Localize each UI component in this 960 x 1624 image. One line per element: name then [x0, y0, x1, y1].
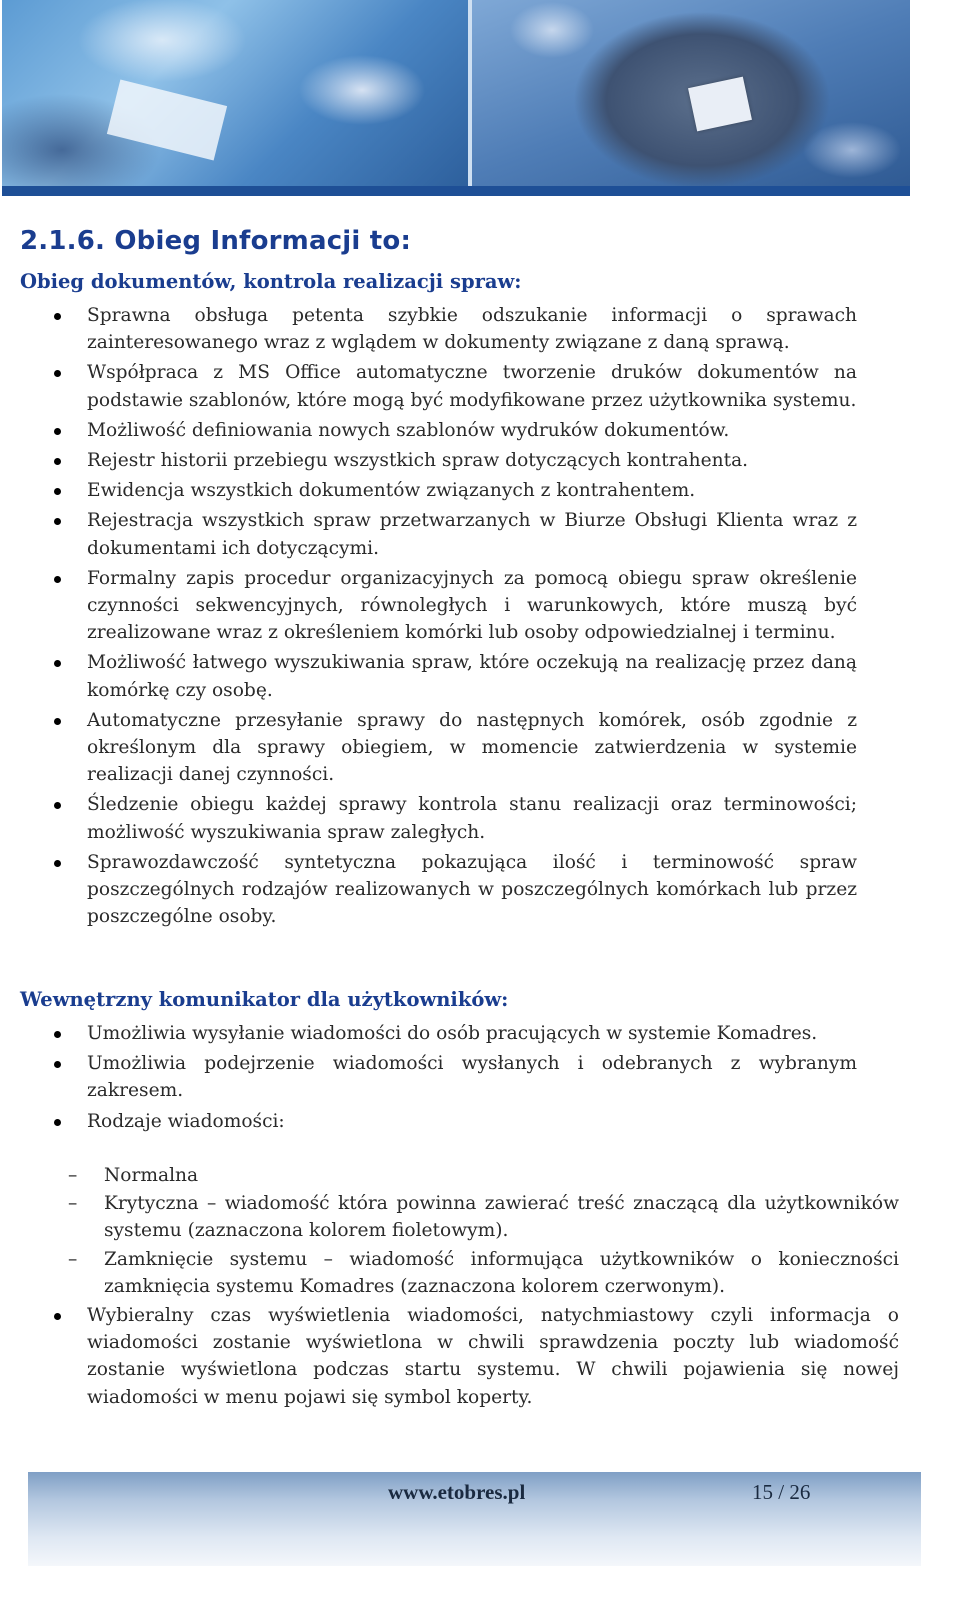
- subsection-title-messenger: Wewnętrzny komunikator dla użytkowników:: [20, 988, 509, 1011]
- bullet-icon: [54, 518, 61, 525]
- bullet-icon: [54, 428, 61, 435]
- section-heading: 2.1.6. Obieg Informacji to:: [20, 226, 412, 256]
- bullet-icon: [54, 802, 61, 809]
- dash-icon: –: [68, 1248, 78, 1270]
- list-item: Rejestracja wszystkich spraw przetwarzanych w Biurze Obsługi Klienta wraz z dokumentami ich dotyczącymi.: [0, 507, 910, 561]
- bullet-icon: [54, 370, 61, 377]
- message-types-list: [0, 1162, 910, 1301]
- list-item: Formalny zapis procedur organizacyjnych za pomocą obiegu spraw określenie czynności sekwencyjnych, równoległych i warunkowych, które muszą być zrealizowane wraz z określeniem komórki lub osoby odpowiedzialnej i terminu.: [0, 565, 910, 647]
- list-item: Wybieralny czas wyświetlenia wiadomości, natychmiastowy czyli informacja o wiadomości zostanie wyświetlona w chwili sprawdzenia poczty lub wiadomość zostanie wyświetlona podczas startu systemu. W chwili pojawienia się nowej wiadomości w menu pojawi się symbol koperty.: [0, 1302, 910, 1411]
- bullet-icon: [54, 313, 61, 320]
- bullet-icon: [54, 1031, 61, 1038]
- bullet-icon: [54, 718, 61, 725]
- messenger-list: [0, 1020, 910, 1138]
- list-item: Współpraca z MS Office automatyczne tworzenie druków dokumentów na podstawie szablonów, które mogą być modyfikowane przez użytkownika systemu.: [0, 359, 910, 413]
- footer-website-link[interactable]: www.etobres.pl: [388, 1480, 526, 1504]
- bullet-icon: [54, 458, 61, 465]
- bullet-icon: [54, 576, 61, 583]
- list-item: Automatyczne przesyłanie sprawy do następnych komórek, osób zgodnie z określonym dla sprawy obiegiem, w momencie zatwierdzenia w systemie realizacji danej czynności.: [0, 707, 910, 789]
- sub-list-item: – Normalna: [0, 1162, 910, 1189]
- list-item: Sprawna obsługa petenta szybkie odszukanie informacji o sprawach zainteresowanego wraz z wglądem w dokumenty związane z daną sprawą.: [0, 302, 910, 356]
- banner-photo-left: [2, 0, 470, 188]
- dash-icon: –: [68, 1193, 78, 1215]
- banner-bottom-bar: [2, 186, 910, 196]
- list-item: Możliwość łatwego wyszukiwania spraw, które oczekują na realizację przez daną komórkę czy osobę.: [0, 649, 910, 703]
- bullet-icon: [54, 660, 61, 667]
- list-item: Umożliwia wysyłanie wiadomości do osób pracujących w systemie Komadres.: [0, 1020, 910, 1047]
- subsection-title-document-flow: Obieg dokumentów, kontrola realizacji spraw:: [20, 270, 522, 293]
- list-item: Rodzaje wiadomości:: [0, 1108, 910, 1135]
- list-item: Sprawozdawczość syntetyczna pokazująca ilość i terminowość spraw poszczególnych rodzajów realizowanych w poszczególnych komórkach lub przez poszczególne osoby.: [0, 849, 910, 931]
- list-item: Ewidencja wszystkich dokumentów związanych z kontrahentem.: [0, 477, 910, 504]
- footer-page-number: 15 / 26: [752, 1480, 811, 1504]
- dash-icon: –: [68, 1165, 78, 1186]
- list-item: Śledzenie obiegu każdej sprawy kontrola stanu realizacji oraz terminowości; możliwość wyszukiwania spraw zaległych.: [0, 791, 910, 845]
- list-item: Rejestr historii przebiegu wszystkich spraw dotyczących kontrahenta.: [0, 447, 910, 474]
- bullet-icon: [54, 1313, 61, 1320]
- sub-list-item: – Zamknięcie systemu – wiadomość informująca użytkowników o konieczności zamknięcia systemu Komadres (zaznaczona kolorem czerwonym).: [0, 1246, 910, 1300]
- bullet-icon: [54, 1061, 61, 1068]
- bullet-icon: [54, 488, 61, 495]
- bullet-icon: [54, 1119, 61, 1126]
- messenger-list-continued: [0, 1302, 910, 1414]
- bullet-icon: [54, 860, 61, 867]
- list-item: Umożliwia podejrzenie wiadomości wysłanych i odebranych z wybranym zakresem.: [0, 1050, 910, 1104]
- header-banner-image: [2, 0, 910, 196]
- list-item: Możliwość definiowania nowych szablonów wydruków dokumentów.: [0, 417, 910, 444]
- sub-list-item: – Krytyczna – wiadomość która powinna zawierać treść znaczącą dla użytkowników systemu (zaznaczona kolorem fioletowym).: [0, 1190, 910, 1244]
- document-flow-list: [0, 302, 910, 933]
